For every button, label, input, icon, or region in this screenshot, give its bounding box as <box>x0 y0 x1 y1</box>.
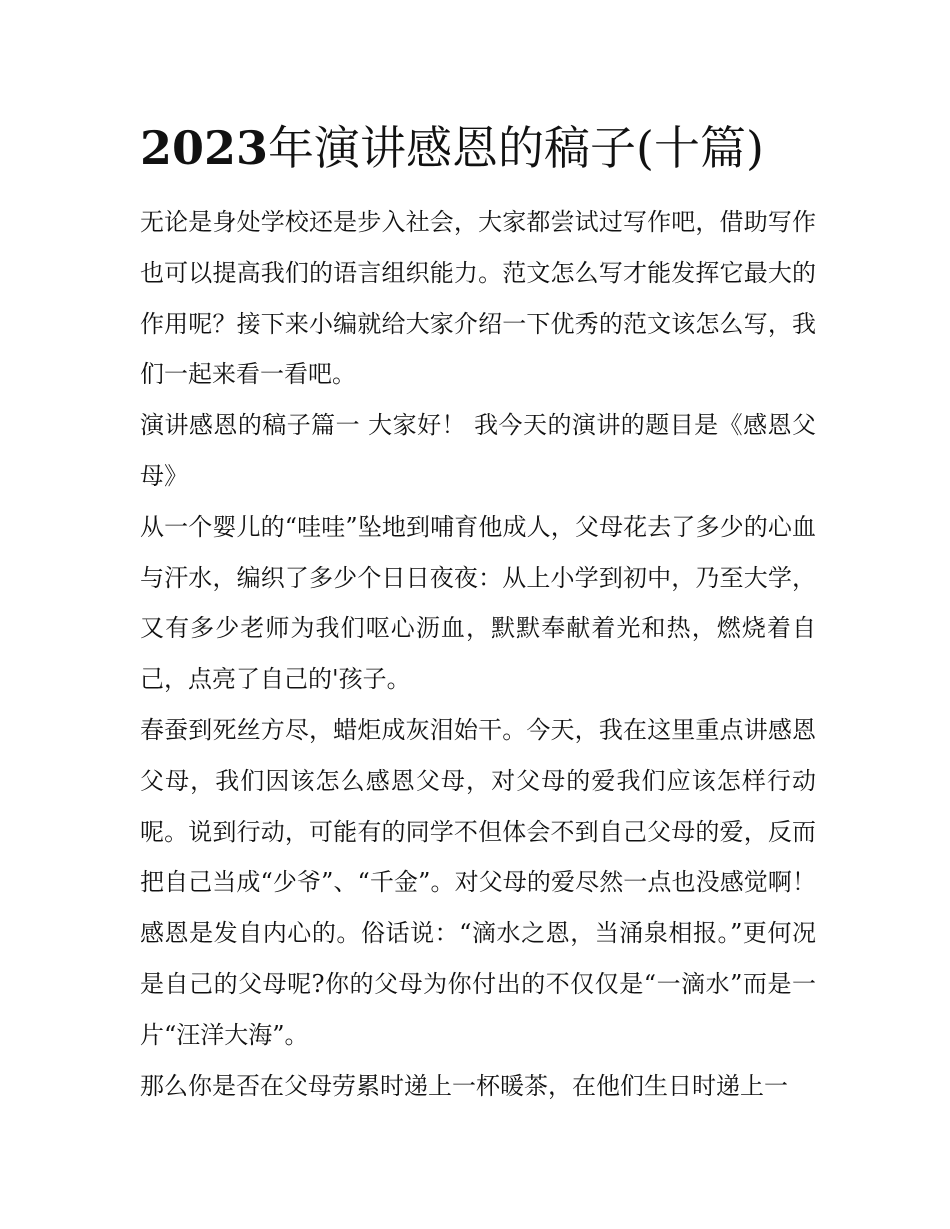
paragraph-gratitude: 春蚕到死丝方尽，蜡炬成灰泪始干。今天，我在这里重点讲感恩父母，我们因该怎么感恩父母，对父母的爱我们应该怎样行动呢。说到行动，可能有的同学不但体会不到自己父母的爱，反而把自己当成“少爷”、“千金”。对父母的爱尽然一点也没感觉啊！感恩是发自内心的。俗话说：“滴水之恩，当涌泉相报。”更何况是自己的父母呢?你的父母为你付出的不仅仅是“一滴水”而是一片“汪洋大海”。 <box>140 715 816 1049</box>
paragraph-speech-opening: 演讲感恩的稿子篇一 大家好！ 我今天的演讲的题目是《感恩父母》 <box>140 411 816 490</box>
paragraph-parents-effort: 从一个婴儿的“哇哇”坠地到哺育他成人，父母花去了多少的心血与汗水，编织了多少个日日夜夜：从上小学到初中，乃至大学，又有多少老师为我们呕心沥血，默默奉献着光和热，燃烧着自己，点亮了自己的'孩子。 <box>140 512 816 694</box>
paragraph-intro: 无论是身处学校还是步入社会，大家都尝试过写作吧，借助写作也可以提高我们的语言组织能力。范文怎么写才能发挥它最大的作用呢？接下来小编就给大家介绍一下优秀的范文该怎么写，我们一起来看一看吧。 <box>140 208 816 389</box>
paragraph-closing: 那么你是否在父母劳累时递上一杯暖茶，在他们生日时递上一 <box>140 1071 788 1100</box>
document-body <box>140 197 816 1111</box>
title-year: 2023 <box>140 121 269 175</box>
title-text: 年演讲感恩的稿子(十篇) <box>268 121 764 175</box>
document-title <box>140 118 820 178</box>
